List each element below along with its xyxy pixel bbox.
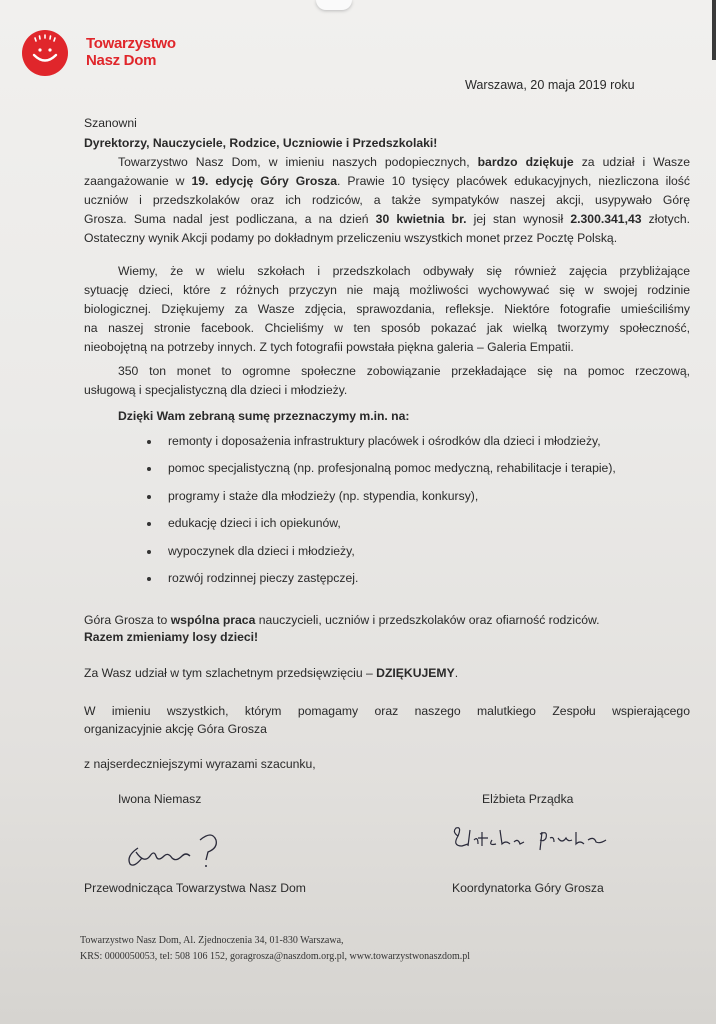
paragraph-4: Góra Grosza to wspólna praca nauczycieli, uczniów i przedszkolaków oraz ofiarność rodziców.: [84, 613, 600, 627]
paragraph-1-line: Ostateczny wynik Akcji podamy po dokładnym przeliczeniu wszystkich monet przez Pocztę Polską.: [84, 231, 618, 245]
signer-1-title: Przewodnicząca Towarzystwa Nasz Dom: [84, 881, 306, 895]
bullet-icon: [147, 550, 151, 554]
list-item: programy i staże dla młodzieży (np. stypendia, konkursy),: [168, 489, 479, 503]
paragraph-1-line: Grosza. Suma nadal jest podliczana, a na dzień 30 kwietnia br. jej stan wynosił 2.300.341,43 złotych.: [84, 212, 690, 226]
bullet-icon: [147, 440, 151, 444]
paragraph-1-line: uczniów i przedszkolaków oraz ich rodziców, a także sympatyków naszej akcji, usypywało Górę: [84, 193, 690, 207]
smiley-logo-icon: [22, 30, 68, 76]
paragraph-3-line: usługową i specjalistyczną dla dzieci i młodzieży.: [84, 383, 348, 397]
list-item: wypoczynek dla dzieci i młodzieży,: [168, 544, 355, 558]
footer-contact: KRS: 0000050053, tel: 508 106 152, goragrosza@naszdom.org.pl, www.towarzystwonaszdom.pl: [80, 951, 470, 962]
list-item: edukację dzieci i ich opiekunów,: [168, 516, 341, 530]
salutation: Szanowni: [84, 116, 137, 130]
paragraph-4-slogan: Razem zmieniamy losy dzieci!: [84, 630, 259, 644]
bullet-icon: [147, 495, 151, 499]
signature-1: [120, 826, 230, 876]
signer-1-name: Iwona Niemasz: [118, 792, 202, 806]
paragraph-2-line: Wiemy, że w wielu szkołach i przedszkolach odbywały się również zajęcia przybliżające: [118, 264, 690, 278]
paragraph-2-line: sytuację dzieci, które z różnych przyczyn nie mają możliwości wychowywać się w swojej rodzinie: [84, 283, 690, 297]
list-item: pomoc specjalistyczną (np. profesjonalną pomoc medyczną, rehabilitacje i terapie),: [168, 461, 616, 475]
paragraph-3-line: 350 ton monet to ogromne społeczne zobowiązanie przekładające się na pomoc rzeczową,: [118, 364, 690, 378]
closing: z najserdeczniejszymi wyrazami szacunku,: [84, 757, 316, 771]
bullet-icon: [147, 577, 151, 581]
logo-text: [86, 35, 176, 69]
paragraph-2-line: nieobojętną na potrzeby innych. Z tych fotografii powstała piękna galeria – Galeria Empatii.: [84, 340, 574, 354]
paragraph-6-line: organizacyjnie akcję Góra Grosza: [84, 722, 267, 736]
footer-address: Towarzystwo Nasz Dom, Al. Zjednoczenia 34, 01-830 Warszawa,: [80, 935, 344, 946]
paper-clip: [316, 0, 352, 10]
photo-edge: [712, 0, 716, 60]
logo-line-2: Nasz Dom: [86, 52, 157, 69]
list-item: rozwój rodzinnej pieczy zastępczej.: [168, 571, 359, 585]
paragraph-6-line: W imieniu wszystkich, którym pomagamy oraz naszego malutkiego Zespołu wspierającego: [84, 704, 690, 718]
paragraph-2-line: biologicznej. Dziękujemy za Wasze zdjęcia, sprawozdania, refleksje. Niektóre fotografie umieściliśmy: [84, 302, 690, 316]
thanks-line: Za Wasz udział w tym szlachetnym przedsięwzięciu – DZIĘKUJEMY.: [84, 666, 459, 680]
list-item: remonty i doposażenia infrastruktury placówek i ośrodków dla dzieci i młodzieży,: [168, 434, 601, 448]
list-heading: Dzięki Wam zebraną sumę przeznaczymy m.in. na:: [118, 409, 410, 423]
paragraph-1-line: Towarzystwo Nasz Dom, w imieniu naszych podopiecznych, bardzo dziękuje za udział i Wasze: [118, 155, 690, 169]
addressees: Dyrektorzy, Nauczyciele, Rodzice, Uczniowie i Przedszkolaki!: [84, 136, 438, 150]
signature-2: [448, 822, 618, 863]
signer-2-name: Elżbieta Prządka: [482, 792, 574, 806]
bullet-icon: [147, 467, 151, 471]
paragraph-2-line: na naszej stronie facebook. Chcieliśmy w ten sposób pokazać jak wielką tworzymy społeczność,: [84, 321, 690, 335]
paragraph-1-line: zaangażowanie w 19. edycję Góry Grosza. Prawie 10 tysięcy placówek edukacyjnych, niezliczona ilość: [84, 174, 690, 188]
logo-line-1: Towarzystwo: [86, 35, 176, 52]
signer-2-title: Koordynatorka Góry Grosza: [452, 881, 604, 895]
bullet-icon: [147, 522, 151, 526]
letter-date: Warszawa, 20 maja 2019 roku: [465, 78, 635, 92]
